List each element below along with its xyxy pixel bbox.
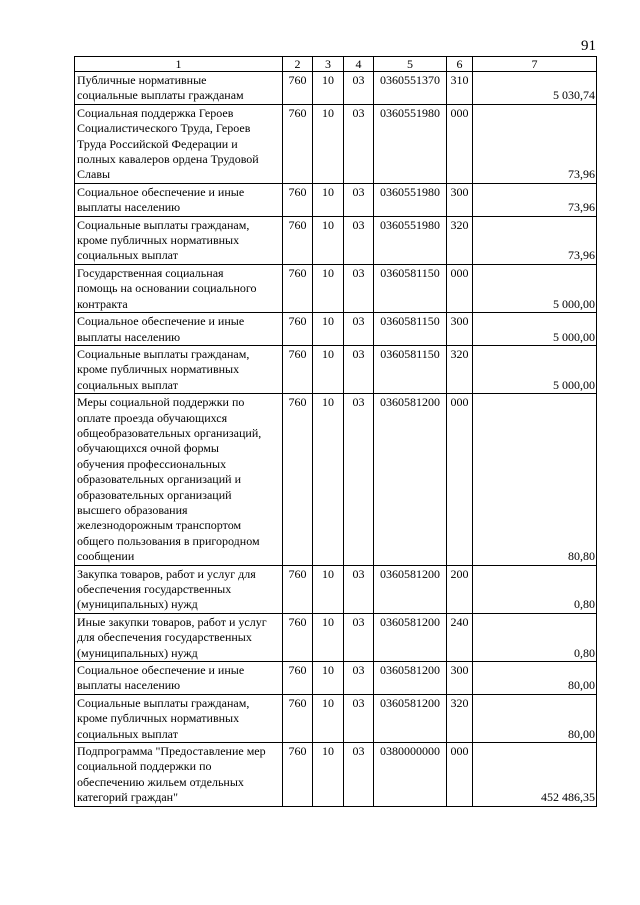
- row-code-cell: 10: [313, 565, 344, 613]
- row-code-cell: 000: [447, 743, 473, 807]
- row-amount-cell: 0,80: [473, 565, 597, 613]
- row-amount-cell: 80,00: [473, 694, 597, 742]
- row-code-cell: 0360581200: [374, 694, 447, 742]
- row-code-cell: 0360581200: [374, 662, 447, 695]
- row-amount-cell: 80,00: [473, 662, 597, 695]
- row-amount-cell: 73,96: [473, 183, 597, 216]
- row-code-cell: 300: [447, 662, 473, 695]
- row-amount-cell: 73,96: [473, 104, 597, 183]
- row-code-cell: 03: [344, 394, 374, 565]
- header-cell: 5: [374, 57, 447, 72]
- page-number: 91: [581, 38, 596, 54]
- row-code-cell: 10: [313, 72, 344, 105]
- row-code-cell: 300: [447, 183, 473, 216]
- row-amount-cell: 5 000,00: [473, 313, 597, 346]
- table-row: [75, 72, 597, 105]
- row-code-cell: 10: [313, 216, 344, 264]
- header-cell: 1: [75, 57, 283, 72]
- table-row: [75, 216, 597, 264]
- row-code-cell: 320: [447, 694, 473, 742]
- row-code-cell: 760: [283, 183, 313, 216]
- row-code-cell: 10: [313, 613, 344, 661]
- row-code-cell: 10: [313, 694, 344, 742]
- row-amount-cell: 452 486,35: [473, 743, 597, 807]
- row-code-cell: 310: [447, 72, 473, 105]
- row-code-cell: 0360551370: [374, 72, 447, 105]
- row-code-cell: 03: [344, 104, 374, 183]
- table-row: [75, 613, 597, 661]
- row-code-cell: 760: [283, 104, 313, 183]
- row-code-cell: 03: [344, 743, 374, 807]
- row-code-cell: 0360551980: [374, 104, 447, 183]
- row-code-cell: 0380000000: [374, 743, 447, 807]
- row-code-cell: 03: [344, 72, 374, 105]
- table-row: [75, 743, 597, 807]
- row-code-cell: 0360581150: [374, 264, 447, 312]
- row-code-cell: 0360581150: [374, 345, 447, 393]
- row-name-cell: Социальная поддержка Героев Социалистического Труда, Героев Труда Российской Федерации и полных кавалеров ордена Трудовой Славы: [75, 104, 283, 183]
- row-code-cell: 000: [447, 104, 473, 183]
- row-code-cell: 0360551980: [374, 183, 447, 216]
- row-code-cell: 03: [344, 313, 374, 346]
- row-code-cell: 0360581200: [374, 565, 447, 613]
- row-name-cell: Государственная социальная помощь на основании социального контракта: [75, 264, 283, 312]
- row-code-cell: 760: [283, 394, 313, 565]
- row-code-cell: 760: [283, 72, 313, 105]
- row-code-cell: 000: [447, 394, 473, 565]
- table-row: [75, 565, 597, 613]
- row-code-cell: 10: [313, 313, 344, 346]
- table-row: [75, 662, 597, 695]
- row-code-cell: 760: [283, 662, 313, 695]
- row-name-cell: Социальное обеспечение и иные выплаты населению: [75, 183, 283, 216]
- row-code-cell: 000: [447, 264, 473, 312]
- budget-table: [74, 56, 597, 807]
- row-name-cell: Иные закупки товаров, работ и услуг для обеспечения государственных (муниципальных) нужд: [75, 613, 283, 661]
- row-name-cell: Социальное обеспечение и иные выплаты населению: [75, 662, 283, 695]
- row-code-cell: 10: [313, 743, 344, 807]
- header-cell: 2: [283, 57, 313, 72]
- row-code-cell: 03: [344, 613, 374, 661]
- row-code-cell: 760: [283, 216, 313, 264]
- row-code-cell: 760: [283, 694, 313, 742]
- header-cell: 7: [473, 57, 597, 72]
- row-code-cell: 10: [313, 662, 344, 695]
- row-amount-cell: 0,80: [473, 613, 597, 661]
- row-name-cell: Закупка товаров, работ и услуг для обеспечения государственных (муниципальных) нужд: [75, 565, 283, 613]
- row-code-cell: 03: [344, 216, 374, 264]
- row-code-cell: 03: [344, 345, 374, 393]
- row-code-cell: 03: [344, 662, 374, 695]
- row-code-cell: 300: [447, 313, 473, 346]
- row-code-cell: 760: [283, 743, 313, 807]
- table-row: [75, 394, 597, 565]
- row-name-cell: Подпрограмма "Предоставление мер социальной поддержки по обеспечению жильем отдельных категорий граждан": [75, 743, 283, 807]
- row-code-cell: 760: [283, 313, 313, 346]
- row-code-cell: 760: [283, 264, 313, 312]
- row-name-cell: Социальное обеспечение и иные выплаты населению: [75, 313, 283, 346]
- row-code-cell: 0360581200: [374, 394, 447, 565]
- row-code-cell: 10: [313, 104, 344, 183]
- table-row: [75, 313, 597, 346]
- row-code-cell: 10: [313, 345, 344, 393]
- row-amount-cell: 80,80: [473, 394, 597, 565]
- table-row: [75, 345, 597, 393]
- row-amount-cell: 5 030,74: [473, 72, 597, 105]
- row-code-cell: 03: [344, 264, 374, 312]
- row-code-cell: 760: [283, 345, 313, 393]
- row-code-cell: 03: [344, 694, 374, 742]
- row-code-cell: 0360581150: [374, 313, 447, 346]
- row-name-cell: Меры социальной поддержки по оплате проезда обучающихся общеобразовательных организаций, обучающихся очной формы обучения профессиональных образовательных организаций и образовательных организаций высшего образования железнодорожным транспортом общего пользования в пригородном сообщении: [75, 394, 283, 565]
- row-name-cell: Публичные нормативные социальные выплаты гражданам: [75, 72, 283, 105]
- header-cell: 6: [447, 57, 473, 72]
- row-code-cell: 240: [447, 613, 473, 661]
- row-code-cell: 320: [447, 216, 473, 264]
- row-code-cell: 03: [344, 183, 374, 216]
- row-name-cell: Социальные выплаты гражданам, кроме публичных нормативных социальных выплат: [75, 694, 283, 742]
- header-cell: 4: [344, 57, 374, 72]
- row-code-cell: 0360551980: [374, 216, 447, 264]
- table-row: [75, 264, 597, 312]
- table-row: [75, 694, 597, 742]
- row-code-cell: 760: [283, 613, 313, 661]
- row-name-cell: Социальные выплаты гражданам, кроме публичных нормативных социальных выплат: [75, 345, 283, 393]
- row-code-cell: 0360581200: [374, 613, 447, 661]
- row-code-cell: 10: [313, 394, 344, 565]
- row-name-cell: Социальные выплаты гражданам, кроме публичных нормативных социальных выплат: [75, 216, 283, 264]
- row-code-cell: 200: [447, 565, 473, 613]
- row-amount-cell: 73,96: [473, 216, 597, 264]
- row-code-cell: 320: [447, 345, 473, 393]
- row-amount-cell: 5 000,00: [473, 264, 597, 312]
- table-row: [75, 183, 597, 216]
- row-code-cell: 760: [283, 565, 313, 613]
- table-header-row: [75, 57, 597, 72]
- row-code-cell: 10: [313, 264, 344, 312]
- table-row: [75, 104, 597, 183]
- row-code-cell: 03: [344, 565, 374, 613]
- row-code-cell: 10: [313, 183, 344, 216]
- row-amount-cell: 5 000,00: [473, 345, 597, 393]
- header-cell: 3: [313, 57, 344, 72]
